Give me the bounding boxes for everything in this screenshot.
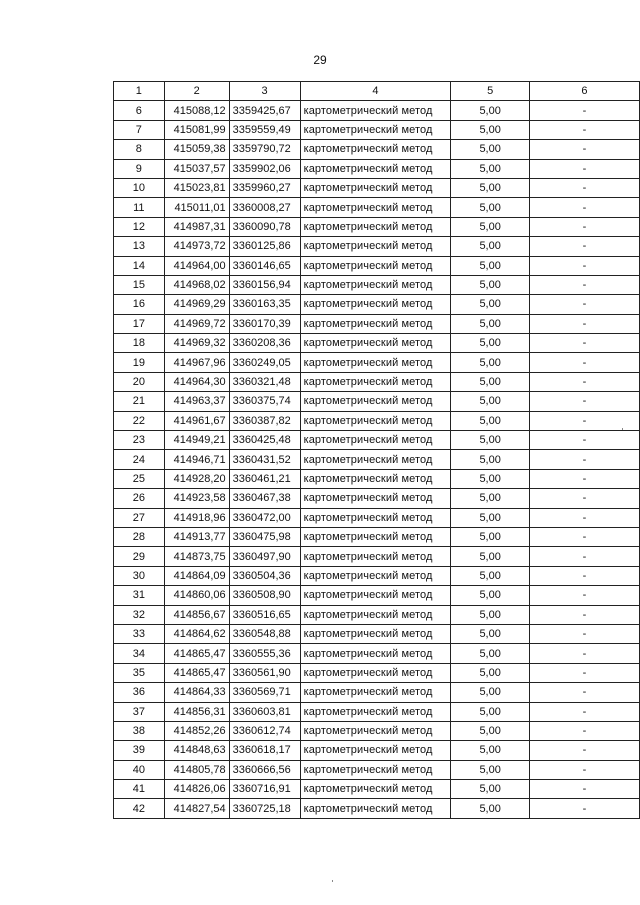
table-row [114, 275, 640, 294]
point-number-cell: 16 [114, 295, 165, 314]
y-coordinate-cell: 3359902,06 [229, 159, 300, 178]
table-row [114, 721, 640, 740]
coordinates-table [113, 81, 640, 819]
note-cell: - [529, 508, 639, 527]
x-coordinate-cell: 414969,32 [164, 334, 229, 353]
column-header: 6 [529, 82, 639, 101]
y-coordinate-cell: 3360569,71 [229, 683, 300, 702]
note-cell: - [529, 237, 639, 256]
column-header: 3 [229, 82, 300, 101]
x-coordinate-cell: 414918,96 [164, 508, 229, 527]
accuracy-cell: 5,00 [451, 178, 530, 197]
x-coordinate-cell: 414865,47 [164, 663, 229, 682]
page-number: 29 [313, 53, 327, 67]
table-row [114, 217, 640, 236]
x-coordinate-cell: 414864,09 [164, 566, 229, 585]
table-row [114, 663, 640, 682]
point-number-cell: 15 [114, 275, 165, 294]
method-cell: картометрический метод [300, 489, 451, 508]
method-cell: картометрический метод [300, 178, 451, 197]
table-row [114, 295, 640, 314]
method-cell: картометрический метод [300, 275, 451, 294]
column-header: 4 [300, 82, 451, 101]
accuracy-cell: 5,00 [451, 159, 530, 178]
point-number-cell: 18 [114, 334, 165, 353]
method-cell: картометрический метод [300, 760, 451, 779]
y-coordinate-cell: 3360249,05 [229, 353, 300, 372]
table-row [114, 760, 640, 779]
note-cell: - [529, 760, 639, 779]
x-coordinate-cell: 414864,62 [164, 624, 229, 643]
method-cell: картометрический метод [300, 547, 451, 566]
note-cell: - [529, 624, 639, 643]
point-number-cell: 28 [114, 527, 165, 546]
y-coordinate-cell: 3360156,94 [229, 275, 300, 294]
point-number-cell: 26 [114, 489, 165, 508]
method-cell: картометрический метод [300, 198, 451, 217]
y-coordinate-cell: 3360508,90 [229, 586, 300, 605]
x-coordinate-cell: 414856,31 [164, 702, 229, 721]
x-coordinate-cell: 414964,00 [164, 256, 229, 275]
note-cell: - [529, 702, 639, 721]
table-row [114, 392, 640, 411]
x-coordinate-cell: 414827,54 [164, 799, 229, 818]
method-cell: картометрический метод [300, 140, 451, 159]
method-cell: картометрический метод [300, 120, 451, 139]
table-row [114, 741, 640, 760]
point-number-cell: 42 [114, 799, 165, 818]
table-row [114, 237, 640, 256]
accuracy-cell: 5,00 [451, 527, 530, 546]
point-number-cell: 37 [114, 702, 165, 721]
method-cell: картометрический метод [300, 469, 451, 488]
accuracy-cell: 5,00 [451, 760, 530, 779]
accuracy-cell: 5,00 [451, 547, 530, 566]
point-number-cell: 29 [114, 547, 165, 566]
y-coordinate-cell: 3360666,56 [229, 760, 300, 779]
y-coordinate-cell: 3360561,90 [229, 663, 300, 682]
accuracy-cell: 5,00 [451, 450, 530, 469]
table-row [114, 780, 640, 799]
x-coordinate-cell: 414864,33 [164, 683, 229, 702]
note-cell: - [529, 469, 639, 488]
scan-speck [332, 880, 333, 882]
method-cell: картометрический метод [300, 353, 451, 372]
y-coordinate-cell: 3359960,27 [229, 178, 300, 197]
point-number-cell: 32 [114, 605, 165, 624]
x-coordinate-cell: 415037,57 [164, 159, 229, 178]
table-header-row [114, 82, 640, 101]
accuracy-cell: 5,00 [451, 663, 530, 682]
y-coordinate-cell: 3360497,90 [229, 547, 300, 566]
note-cell: - [529, 547, 639, 566]
table-row [114, 683, 640, 702]
method-cell: картометрический метод [300, 605, 451, 624]
x-coordinate-cell: 414873,75 [164, 547, 229, 566]
point-number-cell: 19 [114, 353, 165, 372]
method-cell: картометрический метод [300, 392, 451, 411]
x-coordinate-cell: 414923,58 [164, 489, 229, 508]
note-cell: - [529, 392, 639, 411]
note-cell: - [529, 314, 639, 333]
x-coordinate-cell: 414969,29 [164, 295, 229, 314]
table-row [114, 314, 640, 333]
scan-speck [622, 428, 623, 430]
y-coordinate-cell: 3360431,52 [229, 450, 300, 469]
x-coordinate-cell: 414826,06 [164, 780, 229, 799]
point-number-cell: 38 [114, 721, 165, 740]
method-cell: картометрический метод [300, 586, 451, 605]
y-coordinate-cell: 3360425,48 [229, 431, 300, 450]
point-number-cell: 40 [114, 760, 165, 779]
x-coordinate-cell: 414860,06 [164, 586, 229, 605]
table-row [114, 178, 640, 197]
accuracy-cell: 5,00 [451, 741, 530, 760]
x-coordinate-cell: 414946,71 [164, 450, 229, 469]
method-cell: картометрический метод [300, 721, 451, 740]
accuracy-cell: 5,00 [451, 256, 530, 275]
accuracy-cell: 5,00 [451, 489, 530, 508]
note-cell: - [529, 334, 639, 353]
y-coordinate-cell: 3360146,65 [229, 256, 300, 275]
table-row [114, 469, 640, 488]
note-cell: - [529, 566, 639, 585]
method-cell: картометрический метод [300, 217, 451, 236]
table-row [114, 489, 640, 508]
accuracy-cell: 5,00 [451, 721, 530, 740]
x-coordinate-cell: 414913,77 [164, 527, 229, 546]
point-number-cell: 41 [114, 780, 165, 799]
y-coordinate-cell: 3360461,21 [229, 469, 300, 488]
y-coordinate-cell: 3360387,82 [229, 411, 300, 430]
x-coordinate-cell: 414848,63 [164, 741, 229, 760]
x-coordinate-cell: 415011,01 [164, 198, 229, 217]
point-number-cell: 33 [114, 624, 165, 643]
note-cell: - [529, 605, 639, 624]
note-cell: - [529, 431, 639, 450]
accuracy-cell: 5,00 [451, 586, 530, 605]
x-coordinate-cell: 414852,26 [164, 721, 229, 740]
table-row [114, 586, 640, 605]
method-cell: картометрический метод [300, 159, 451, 178]
note-cell: - [529, 120, 639, 139]
note-cell: - [529, 198, 639, 217]
method-cell: картометрический метод [300, 508, 451, 527]
y-coordinate-cell: 3360618,17 [229, 741, 300, 760]
y-coordinate-cell: 3360008,27 [229, 198, 300, 217]
x-coordinate-cell: 414856,67 [164, 605, 229, 624]
y-coordinate-cell: 3360555,36 [229, 644, 300, 663]
note-cell: - [529, 586, 639, 605]
accuracy-cell: 5,00 [451, 702, 530, 721]
note-cell: - [529, 140, 639, 159]
y-coordinate-cell: 3360725,18 [229, 799, 300, 818]
x-coordinate-cell: 415023,81 [164, 178, 229, 197]
accuracy-cell: 5,00 [451, 353, 530, 372]
y-coordinate-cell: 3359425,67 [229, 101, 300, 120]
table-row [114, 508, 640, 527]
point-number-cell: 10 [114, 178, 165, 197]
method-cell: картометрический метод [300, 256, 451, 275]
method-cell: картометрический метод [300, 372, 451, 391]
point-number-cell: 36 [114, 683, 165, 702]
y-coordinate-cell: 3360321,48 [229, 372, 300, 391]
y-coordinate-cell: 3360467,38 [229, 489, 300, 508]
column-header: 5 [451, 82, 530, 101]
note-cell: - [529, 741, 639, 760]
accuracy-cell: 5,00 [451, 431, 530, 450]
accuracy-cell: 5,00 [451, 372, 530, 391]
method-cell: картометрический метод [300, 314, 451, 333]
y-coordinate-cell: 3360170,39 [229, 314, 300, 333]
point-number-cell: 9 [114, 159, 165, 178]
table-row [114, 450, 640, 469]
accuracy-cell: 5,00 [451, 799, 530, 818]
method-cell: картометрический метод [300, 741, 451, 760]
method-cell: картометрический метод [300, 334, 451, 353]
column-header: 2 [164, 82, 229, 101]
point-number-cell: 11 [114, 198, 165, 217]
method-cell: картометрический метод [300, 411, 451, 430]
point-number-cell: 13 [114, 237, 165, 256]
x-coordinate-cell: 415059,38 [164, 140, 229, 159]
point-number-cell: 7 [114, 120, 165, 139]
y-coordinate-cell: 3360375,74 [229, 392, 300, 411]
note-cell: - [529, 159, 639, 178]
point-number-cell: 6 [114, 101, 165, 120]
y-coordinate-cell: 3360163,35 [229, 295, 300, 314]
method-cell: картометрический метод [300, 702, 451, 721]
point-number-cell: 24 [114, 450, 165, 469]
note-cell: - [529, 217, 639, 236]
table-row [114, 431, 640, 450]
method-cell: картометрический метод [300, 663, 451, 682]
x-coordinate-cell: 414964,30 [164, 372, 229, 391]
note-cell: - [529, 275, 639, 294]
point-number-cell: 31 [114, 586, 165, 605]
note-cell: - [529, 799, 639, 818]
note-cell: - [529, 644, 639, 663]
point-number-cell: 27 [114, 508, 165, 527]
y-coordinate-cell: 3360716,91 [229, 780, 300, 799]
table-row [114, 605, 640, 624]
x-coordinate-cell: 414967,96 [164, 353, 229, 372]
y-coordinate-cell: 3360472,00 [229, 508, 300, 527]
table-row [114, 644, 640, 663]
y-coordinate-cell: 3359790,72 [229, 140, 300, 159]
table-row [114, 702, 640, 721]
note-cell: - [529, 372, 639, 391]
method-cell: картометрический метод [300, 780, 451, 799]
x-coordinate-cell: 415088,12 [164, 101, 229, 120]
column-header: 1 [114, 82, 165, 101]
method-cell: картометрический метод [300, 237, 451, 256]
table-row [114, 334, 640, 353]
table-row [114, 101, 640, 120]
x-coordinate-cell: 414968,02 [164, 275, 229, 294]
y-coordinate-cell: 3360208,36 [229, 334, 300, 353]
y-coordinate-cell: 3360612,74 [229, 721, 300, 740]
point-number-cell: 30 [114, 566, 165, 585]
table-row [114, 624, 640, 643]
accuracy-cell: 5,00 [451, 683, 530, 702]
accuracy-cell: 5,00 [451, 140, 530, 159]
table-row [114, 256, 640, 275]
x-coordinate-cell: 414865,47 [164, 644, 229, 663]
accuracy-cell: 5,00 [451, 198, 530, 217]
x-coordinate-cell: 415081,99 [164, 120, 229, 139]
x-coordinate-cell: 414973,72 [164, 237, 229, 256]
note-cell: - [529, 780, 639, 799]
note-cell: - [529, 295, 639, 314]
note-cell: - [529, 101, 639, 120]
table-row [114, 353, 640, 372]
method-cell: картометрический метод [300, 624, 451, 643]
accuracy-cell: 5,00 [451, 314, 530, 333]
accuracy-cell: 5,00 [451, 101, 530, 120]
note-cell: - [529, 411, 639, 430]
accuracy-cell: 5,00 [451, 566, 530, 585]
table-row [114, 566, 640, 585]
note-cell: - [529, 527, 639, 546]
x-coordinate-cell: 414961,67 [164, 411, 229, 430]
accuracy-cell: 5,00 [451, 275, 530, 294]
point-number-cell: 8 [114, 140, 165, 159]
note-cell: - [529, 256, 639, 275]
accuracy-cell: 5,00 [451, 392, 530, 411]
accuracy-cell: 5,00 [451, 644, 530, 663]
accuracy-cell: 5,00 [451, 624, 530, 643]
table-row [114, 372, 640, 391]
x-coordinate-cell: 414949,21 [164, 431, 229, 450]
method-cell: картометрический метод [300, 644, 451, 663]
method-cell: картометрический метод [300, 431, 451, 450]
accuracy-cell: 5,00 [451, 780, 530, 799]
method-cell: картометрический метод [300, 683, 451, 702]
note-cell: - [529, 683, 639, 702]
method-cell: картометрический метод [300, 101, 451, 120]
x-coordinate-cell: 414928,20 [164, 469, 229, 488]
accuracy-cell: 5,00 [451, 217, 530, 236]
x-coordinate-cell: 414987,31 [164, 217, 229, 236]
point-number-cell: 23 [114, 431, 165, 450]
point-number-cell: 14 [114, 256, 165, 275]
table-row [114, 120, 640, 139]
note-cell: - [529, 721, 639, 740]
point-number-cell: 21 [114, 392, 165, 411]
y-coordinate-cell: 3360548,88 [229, 624, 300, 643]
note-cell: - [529, 178, 639, 197]
point-number-cell: 35 [114, 663, 165, 682]
y-coordinate-cell: 3360504,36 [229, 566, 300, 585]
table-row [114, 527, 640, 546]
y-coordinate-cell: 3360090,78 [229, 217, 300, 236]
point-number-cell: 12 [114, 217, 165, 236]
point-number-cell: 25 [114, 469, 165, 488]
y-coordinate-cell: 3360125,86 [229, 237, 300, 256]
table-row [114, 799, 640, 818]
accuracy-cell: 5,00 [451, 605, 530, 624]
y-coordinate-cell: 3360603,81 [229, 702, 300, 721]
note-cell: - [529, 450, 639, 469]
x-coordinate-cell: 414969,72 [164, 314, 229, 333]
method-cell: картометрический метод [300, 295, 451, 314]
accuracy-cell: 5,00 [451, 411, 530, 430]
y-coordinate-cell: 3360475,98 [229, 527, 300, 546]
table-row [114, 547, 640, 566]
note-cell: - [529, 489, 639, 508]
point-number-cell: 34 [114, 644, 165, 663]
point-number-cell: 22 [114, 411, 165, 430]
method-cell: картометрический метод [300, 527, 451, 546]
accuracy-cell: 5,00 [451, 120, 530, 139]
table-row [114, 198, 640, 217]
accuracy-cell: 5,00 [451, 508, 530, 527]
accuracy-cell: 5,00 [451, 469, 530, 488]
point-number-cell: 20 [114, 372, 165, 391]
table-row [114, 140, 640, 159]
accuracy-cell: 5,00 [451, 237, 530, 256]
x-coordinate-cell: 414963,37 [164, 392, 229, 411]
point-number-cell: 17 [114, 314, 165, 333]
accuracy-cell: 5,00 [451, 295, 530, 314]
accuracy-cell: 5,00 [451, 334, 530, 353]
table-row [114, 159, 640, 178]
method-cell: картометрический метод [300, 566, 451, 585]
note-cell: - [529, 353, 639, 372]
method-cell: картометрический метод [300, 450, 451, 469]
x-coordinate-cell: 414805,78 [164, 760, 229, 779]
table-row [114, 411, 640, 430]
method-cell: картометрический метод [300, 799, 451, 818]
y-coordinate-cell: 3359559,49 [229, 120, 300, 139]
note-cell: - [529, 663, 639, 682]
point-number-cell: 39 [114, 741, 165, 760]
y-coordinate-cell: 3360516,65 [229, 605, 300, 624]
